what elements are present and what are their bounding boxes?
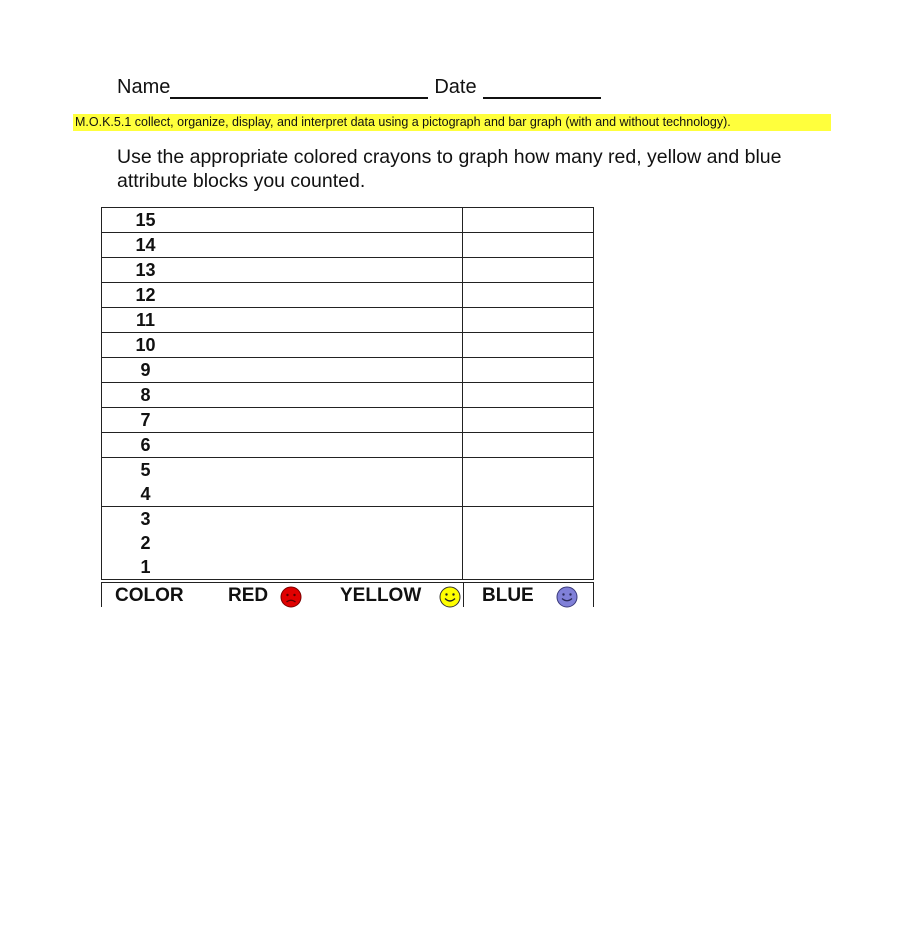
color-label-row: [101, 582, 594, 607]
blank-cell[interactable]: [462, 308, 593, 333]
blank-cell[interactable]: [462, 383, 593, 408]
row-number-cell: [102, 383, 463, 408]
row-number: 15: [135, 210, 156, 230]
red-label: RED: [228, 585, 269, 606]
blue-smiley-face-icon: [556, 586, 578, 608]
blank-cell[interactable]: [462, 531, 593, 555]
graph-row: [102, 208, 594, 233]
graph-row: [102, 333, 594, 358]
row-number: 3: [140, 509, 151, 529]
row-number-cell: [102, 233, 463, 258]
row-number: 1: [140, 557, 151, 577]
row-number-cell: [102, 433, 463, 458]
blank-cell[interactable]: [462, 507, 593, 532]
blank-cell[interactable]: [462, 555, 593, 580]
name-date-line: [117, 76, 601, 99]
row-number-cell: [102, 507, 463, 532]
graph-row: [102, 433, 594, 458]
row-number: 7: [140, 410, 151, 430]
row-number: 14: [135, 235, 156, 255]
row-number-cell: [102, 531, 463, 555]
row-number-cell: [102, 283, 463, 308]
blank-cell[interactable]: [462, 258, 593, 283]
grid-right-border: [593, 583, 594, 607]
yellow-smiley-face-icon: [439, 586, 461, 608]
row-number: 9: [140, 360, 151, 380]
row-number-cell: [102, 308, 463, 333]
instructions-text: Use the appropriate colored crayons to graph how many red, yellow and blue attribute blocks you counted.: [117, 146, 782, 192]
row-number: 4: [140, 484, 151, 504]
row-number-cell: [102, 408, 463, 433]
graph-row: [102, 383, 594, 408]
row-number-cell: [102, 258, 463, 283]
blank-cell[interactable]: [462, 333, 593, 358]
graph-row: [102, 308, 594, 333]
date-label: Date: [434, 76, 477, 98]
blank-cell[interactable]: [462, 208, 593, 233]
blank-cell[interactable]: [462, 408, 593, 433]
standard-text: M.O.K.5.1 collect, organize, display, and interpret data using a pictograph and bar graph (with and without technology).: [73, 114, 831, 131]
row-number-cell: [102, 358, 463, 383]
blue-label: BLUE: [482, 585, 534, 606]
row-number-cell: [102, 208, 463, 233]
graph-row: [102, 507, 594, 532]
row-number: 6: [140, 435, 151, 455]
blank-cell[interactable]: [462, 358, 593, 383]
row-number-cell: [102, 333, 463, 358]
blank-cell[interactable]: [462, 482, 593, 507]
row-number: 2: [140, 533, 151, 553]
graph-row: [102, 358, 594, 383]
row-number: 10: [135, 335, 156, 355]
grid-left-border: [101, 583, 102, 607]
row-number-cell: [102, 482, 463, 507]
row-number: 11: [135, 310, 156, 330]
blank-cell[interactable]: [462, 433, 593, 458]
graph-row: [102, 283, 594, 308]
yellow-label: YELLOW: [340, 585, 422, 606]
graph-row: [102, 531, 594, 555]
graph-row: [102, 408, 594, 433]
graph-row: [102, 233, 594, 258]
name-label: Name: [117, 76, 171, 98]
row-number: 13: [135, 260, 156, 280]
graph-row: [102, 258, 594, 283]
bar-graph-grid: [101, 207, 594, 580]
graph-row: [102, 458, 594, 483]
grid-column-divider: [463, 583, 464, 607]
graph-row: [102, 482, 594, 507]
row-number-cell: [102, 555, 463, 580]
row-number: 8: [140, 385, 151, 405]
blank-cell[interactable]: [462, 233, 593, 258]
red-frown-face-icon: [280, 586, 302, 608]
graph-row: [102, 555, 594, 580]
row-number: 12: [135, 285, 156, 305]
blank-cell[interactable]: [462, 283, 593, 308]
blank-cell[interactable]: [462, 458, 593, 483]
row-number: 5: [140, 460, 151, 480]
row-number-cell: [102, 458, 463, 483]
name-field[interactable]: [170, 77, 428, 99]
color-label: COLOR: [115, 585, 184, 606]
date-field[interactable]: [483, 77, 601, 99]
